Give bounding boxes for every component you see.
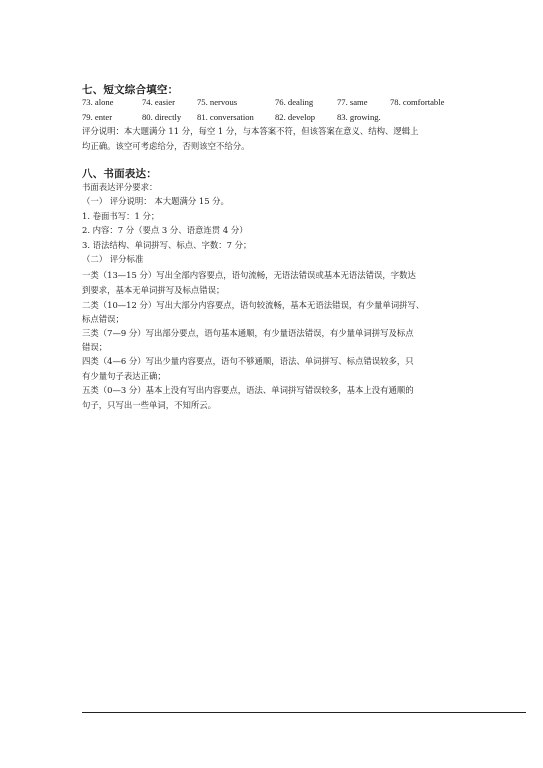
section8-line: 2. 内容：7 分（要点 3 分、语意连贯 4 分）	[82, 225, 248, 235]
answer-81: 81. conversation	[197, 112, 254, 122]
section7-note-line: 均正确。该空可考虑给分，否则该空不给分。	[82, 141, 250, 151]
section8-line: 3. 语法结构、单词拼写、标点、字数：7 分；	[82, 240, 252, 250]
section8-line: 到要求，基本无单词拼写及标点错误；	[82, 285, 225, 295]
section8-line: 1. 卷面书写：1 分；	[82, 211, 160, 221]
answer-80: 80. directly	[142, 112, 182, 122]
section8-line: 句子，只写出一些单词，不知所云。	[82, 400, 216, 410]
answer-82: 82. develop	[275, 112, 316, 122]
answer-77: 77. same	[337, 97, 368, 107]
section8-heading: 八、书面表达：	[82, 168, 157, 180]
section8-line: 一类（13—15 分）写出全部内容要点，语句流畅，无语法错误或基本无语法错误，字数达	[82, 270, 416, 280]
section8-line: 标点错误；	[82, 314, 124, 324]
section8-line: 错误；	[82, 342, 108, 352]
section8-line: 二类（10—12 分）写出大部分内容要点，语句较流畅，基本无语法错误，有少量单词拼写、	[82, 300, 425, 310]
answer-78: 78. comfortable	[390, 97, 445, 107]
answer-75: 75. nervous	[197, 97, 238, 107]
section8-line: （一） 评分说明： 本大题满分 15 分。	[82, 196, 229, 206]
answer-83: 83. growing.	[337, 112, 381, 122]
answer-79: 79. enter	[82, 112, 113, 122]
section8-line: 书面表达评分要求：	[82, 182, 158, 192]
section8-line: 五类（0—3 分）基本上没有写出内容要点，语法、单词拼写错误较多，基本上没有通顺的	[82, 385, 414, 395]
section8-line: （二） 评分标准	[82, 254, 144, 264]
answer-73: 73. alone	[82, 97, 114, 107]
section8-line: 三类（7—9 分）写出部分要点，语句基本通顺，有少量语法错误，有少量单词拼写及标点	[82, 328, 414, 338]
section8-line: 有少量句子表达正确；	[82, 371, 166, 381]
answer-74: 74. easier	[142, 97, 175, 107]
section7-note-line: 评分说明：本大题满分 11 分，每空 1 分，与本答案不符，但该答案在意义、结构、逻辑上	[82, 126, 419, 136]
section8-line: 四类（4—6 分）写出少量内容要点，语句不够通顺，语法、单词拼写、标点错误较多，只	[82, 356, 414, 366]
section7-heading: 七、短文综合填空：	[82, 84, 179, 96]
footer-divider	[82, 712, 526, 713]
answer-76: 76. dealing	[275, 97, 314, 107]
